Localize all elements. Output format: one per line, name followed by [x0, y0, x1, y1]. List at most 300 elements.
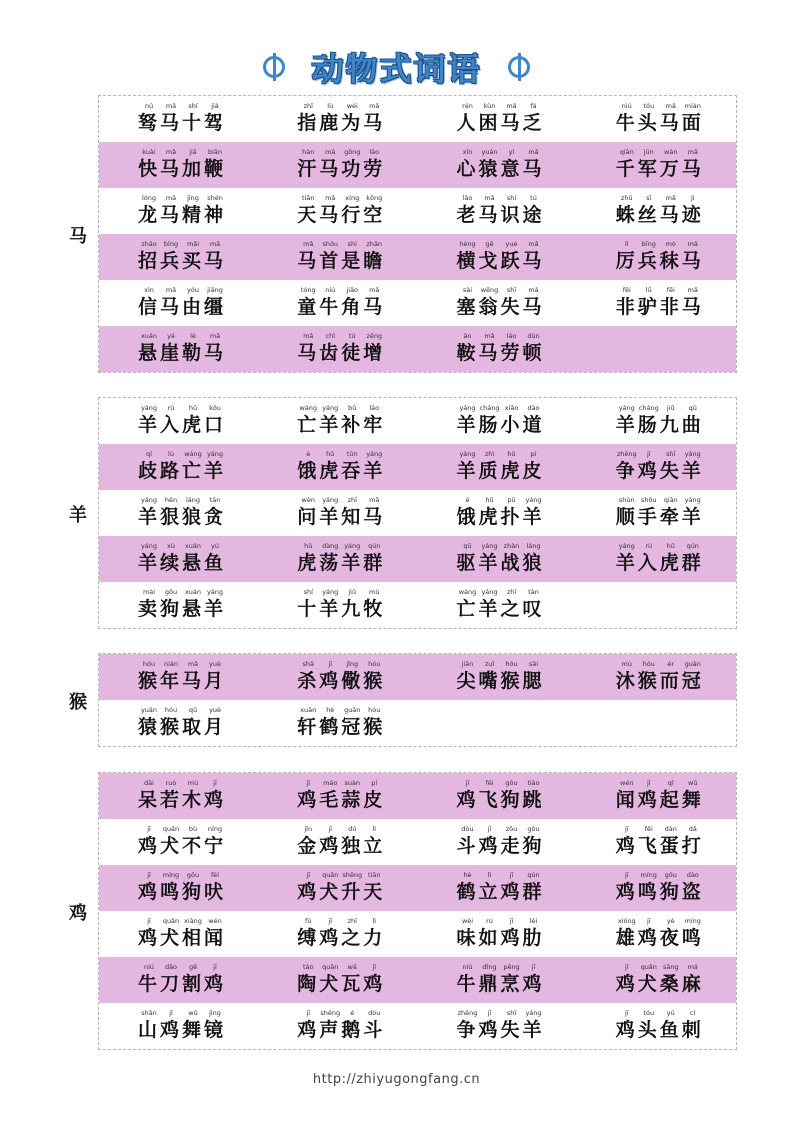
- pinyin-line: [457, 779, 545, 787]
- idiom-text: 羊入虎口: [138, 414, 227, 436]
- idiom-cell: [99, 280, 258, 326]
- pinyin-syllable: sāng: [662, 963, 679, 971]
- idiom-text: 羊狠狼贪: [138, 506, 227, 528]
- pinyin-syllable: yáng: [322, 496, 339, 504]
- idiom-cell: [99, 326, 258, 372]
- pinyin-syllable: shí: [303, 588, 313, 596]
- pinyin-syllable: jī: [646, 779, 651, 787]
- idiom-text: 雄鸡夜鸣: [615, 927, 704, 949]
- idiom-row: [99, 142, 736, 188]
- idiom-cell: [577, 96, 736, 142]
- pinyin-syllable: hóu: [642, 660, 655, 668]
- idiom-cell: [258, 819, 417, 865]
- idiom-row: [99, 865, 736, 911]
- pinyin-syllable: mǎ: [369, 496, 380, 504]
- pinyin-syllable: quǎn: [322, 871, 339, 879]
- section-2: [98, 653, 737, 747]
- pinyin-syllable: zēng: [366, 332, 383, 340]
- pinyin-syllable: xìn: [144, 286, 154, 294]
- pinyin-syllable: máo: [323, 779, 338, 787]
- pinyin-syllable: yá: [167, 332, 175, 340]
- section-1: [98, 397, 737, 629]
- pinyin-line: [138, 871, 226, 879]
- pinyin-syllable: jiāng: [207, 286, 223, 294]
- pinyin-syllable: yuán: [481, 148, 498, 156]
- pinyin-syllable: yáng: [459, 404, 476, 412]
- pinyin-line: [297, 779, 385, 787]
- idiom-cell: [577, 865, 736, 911]
- pinyin-syllable: niú: [325, 286, 336, 294]
- pinyin-line: [457, 917, 545, 925]
- pinyin-syllable: shī: [506, 1009, 517, 1017]
- pinyin-syllable: wén: [208, 917, 222, 925]
- pinyin-syllable: tiān: [368, 871, 381, 879]
- idiom-cell: [99, 957, 258, 1003]
- pinyin-syllable: láng: [526, 542, 541, 550]
- pinyin-syllable: lì: [372, 825, 377, 833]
- pinyin-syllable: jiā: [189, 148, 197, 156]
- pinyin-syllable: jī: [509, 917, 514, 925]
- pinyin-line: [138, 1009, 226, 1017]
- pinyin-syllable: jī: [147, 871, 151, 879]
- pinyin-syllable: wǔ: [188, 1009, 198, 1017]
- pinyin-syllable: tóu: [643, 1009, 655, 1017]
- pinyin-syllable: jī: [328, 660, 333, 668]
- pinyin-line: [616, 871, 704, 879]
- idiom-cell: [99, 911, 258, 957]
- pinyin-syllable: biān: [207, 148, 223, 156]
- idiom-text: 争鸡失羊: [456, 1019, 545, 1041]
- pinyin-line: [138, 194, 226, 202]
- idiom-text: 牛头马面: [615, 112, 704, 134]
- pinyin-syllable: niú: [462, 963, 473, 971]
- pinyin-syllable: jiān: [461, 660, 474, 668]
- idiom-text: 羊肠小道: [456, 414, 545, 436]
- idiom-text: 虎荡羊群: [297, 552, 386, 574]
- pinyin-syllable: jiǎo: [346, 286, 359, 294]
- idiom-row: [99, 234, 736, 280]
- idiom-cell: [258, 234, 417, 280]
- pinyin-syllable: mǎ: [165, 102, 177, 110]
- pinyin-syllable: jī: [624, 825, 629, 833]
- pinyin-syllable: fèi: [210, 871, 220, 879]
- section-label: 鸡: [69, 903, 87, 924]
- pinyin-syllable: fá: [530, 102, 537, 110]
- pinyin-syllable: hǔ: [304, 542, 313, 550]
- idiom-cell: [99, 819, 258, 865]
- idiom-row: [99, 773, 736, 819]
- idiom-text: 争鸡失羊: [615, 460, 704, 482]
- pinyin-syllable: shǒu: [640, 496, 657, 504]
- pinyin-syllable: gǒu: [505, 779, 518, 787]
- idiom-text: 龙马精神: [138, 204, 227, 226]
- idiom-cell: [577, 188, 736, 234]
- pinyin-syllable: jī: [328, 825, 333, 833]
- pinyin-syllable: pí: [530, 450, 537, 458]
- pinyin-line: [457, 588, 545, 596]
- pinyin-syllable: mù: [187, 779, 199, 787]
- pinyin-syllable: yuè: [209, 660, 221, 668]
- pinyin-line: [297, 963, 385, 971]
- idiom-cell: [418, 398, 577, 444]
- idiom-text: 厉兵秣马: [615, 250, 704, 272]
- pinyin-syllable: yuè: [505, 240, 518, 248]
- idiom-cell: [258, 865, 417, 911]
- pinyin-syllable: guān: [344, 706, 361, 714]
- pinyin-line: [138, 240, 226, 248]
- pinyin-syllable: dāo: [164, 963, 178, 971]
- idiom-text: 羊续悬鱼: [138, 552, 227, 574]
- pinyin-line: [457, 1009, 545, 1017]
- pinyin-syllable: mǎ: [165, 148, 177, 156]
- idiom-row: [99, 280, 736, 326]
- pinyin-syllable: hǔ: [188, 404, 198, 412]
- pinyin-syllable: hǔ: [485, 496, 494, 504]
- pinyin-syllable: gǒu: [664, 871, 677, 879]
- pinyin-line: [297, 588, 385, 596]
- idiom-text: 味如鸡肋: [456, 927, 545, 949]
- pinyin-line: [297, 332, 385, 340]
- pinyin-syllable: dāi: [144, 779, 154, 787]
- pinyin-syllable: qún: [527, 871, 540, 879]
- idiom-cell: [577, 773, 736, 819]
- pinyin-syllable: jīn: [304, 825, 313, 833]
- pinyin-syllable: shùn: [618, 496, 635, 504]
- pinyin-syllable: mài: [142, 588, 156, 596]
- pinyin-syllable: kùn: [483, 102, 496, 110]
- pinyin-syllable: kuài: [142, 148, 156, 156]
- idiom-row: [99, 490, 736, 536]
- pinyin-syllable: shí: [506, 194, 517, 202]
- section-3: [98, 772, 737, 1050]
- idiom-cell: [258, 911, 417, 957]
- pinyin-syllable: pū: [507, 496, 516, 504]
- idiom-row: [99, 326, 736, 372]
- idiom-text: 亡羊补牢: [297, 414, 386, 436]
- idiom-text: 指鹿为马: [297, 112, 386, 134]
- pinyin-syllable: mǎ: [528, 286, 539, 294]
- pinyin-line: [138, 706, 226, 714]
- pinyin-line: [457, 871, 545, 879]
- idiom-text: 马首是瞻: [297, 250, 386, 272]
- pinyin-line: [138, 404, 226, 412]
- idiom-cell: [577, 490, 736, 536]
- circle-ornament-icon: [508, 56, 530, 78]
- pinyin-line: [616, 825, 704, 833]
- pinyin-line: [138, 917, 226, 925]
- idiom-text: 汗马功劳: [297, 158, 386, 180]
- idiom-text: 悬崖勒马: [138, 342, 227, 364]
- pinyin-syllable: wàn: [664, 148, 678, 156]
- pinyin-syllable: fēi: [622, 286, 631, 294]
- pinyin-syllable: mǎ: [528, 240, 539, 248]
- idiom-text: 招兵买马: [138, 250, 227, 272]
- idiom-cell: [99, 1003, 258, 1049]
- pinyin-line: [616, 1009, 704, 1017]
- pinyin-syllable: chǐ: [325, 332, 335, 340]
- pinyin-syllable: lì: [487, 871, 492, 879]
- pinyin-syllable: jī: [169, 1009, 173, 1017]
- idiom-text: 羊质虎皮: [456, 460, 545, 482]
- idiom-text: 鸡飞狗跳: [456, 789, 545, 811]
- pinyin-syllable: dǐng: [482, 963, 497, 971]
- pinyin-syllable: è: [465, 496, 470, 504]
- idiom-cell: [577, 654, 736, 700]
- pinyin-syllable: mǎ: [165, 194, 177, 202]
- pinyin-syllable: wǔ: [688, 779, 698, 787]
- idiom-text: 驽马十驾: [138, 112, 227, 134]
- pinyin-syllable: jī: [306, 871, 311, 879]
- pinyin-syllable: hàn: [302, 148, 315, 156]
- idiom-cell: [258, 188, 417, 234]
- pinyin-syllable: rù: [645, 542, 653, 550]
- pinyin-syllable: pēng: [503, 963, 520, 971]
- idiom-text: 牛刀割鸡: [138, 973, 227, 995]
- pinyin-syllable: dú: [348, 825, 357, 833]
- pinyin-syllable: jī: [646, 450, 651, 458]
- pinyin-syllable: qún: [368, 542, 381, 550]
- pinyin-syllable: zhǐ: [303, 102, 313, 110]
- pinyin-line: [297, 286, 385, 294]
- pinyin-line: [616, 917, 704, 925]
- idiom-cell: [577, 911, 736, 957]
- pinyin-syllable: wèi: [461, 917, 474, 925]
- idiom-cell: [577, 1003, 736, 1049]
- pinyin-line: [297, 194, 385, 202]
- idiom-cell: [99, 142, 258, 188]
- idiom-text: 鸡头鱼刺: [615, 1019, 704, 1041]
- idiom-text: 鸡飞蛋打: [615, 835, 704, 857]
- idiom-text: 横戈跃马: [456, 250, 545, 272]
- pinyin-syllable: yuè: [209, 706, 221, 714]
- pinyin-syllable: lǘ: [645, 286, 652, 294]
- pinyin-syllable: jiǔ: [348, 588, 357, 596]
- pinyin-syllable: lóng: [141, 194, 157, 202]
- idiom-cell: [258, 142, 417, 188]
- idiom-text: 轩鹤冠猴: [297, 716, 386, 738]
- pinyin-syllable: mǎ: [528, 148, 539, 156]
- pinyin-syllable: tóu: [643, 102, 655, 110]
- idiom-cell: [258, 444, 417, 490]
- pinyin-syllable: yáng: [322, 588, 339, 596]
- pinyin-syllable: miàn: [684, 102, 701, 110]
- idiom-text: 人困马乏: [456, 112, 545, 134]
- pinyin-syllable: qū: [463, 542, 472, 550]
- pinyin-syllable: jǐng: [346, 660, 359, 668]
- idiom-cell: [258, 773, 417, 819]
- pinyin-syllable: shān: [141, 1009, 157, 1017]
- pinyin-syllable: wáng: [299, 404, 318, 412]
- idiom-text: 鸡犬桑麻: [615, 973, 704, 995]
- idiom-cell: [418, 700, 577, 746]
- pinyin-syllable: cháng: [479, 404, 500, 412]
- pinyin-syllable: dòu: [368, 1009, 381, 1017]
- pinyin-line: [616, 963, 704, 971]
- idiom-cell: [418, 957, 577, 1003]
- pinyin-syllable: dào: [686, 871, 699, 879]
- pinyin-syllable: shā: [302, 660, 314, 668]
- pinyin-syllable: gǒu: [527, 825, 540, 833]
- pinyin-syllable: mǎ: [209, 332, 221, 340]
- idiom-cell: [99, 654, 258, 700]
- pinyin-syllable: míng: [640, 871, 657, 879]
- idiom-text: 卖狗悬羊: [138, 598, 227, 620]
- idiom-cell: [99, 582, 258, 628]
- section-label: 马: [69, 226, 87, 247]
- idiom-cell: [418, 142, 577, 188]
- pinyin-syllable: mǎ: [325, 194, 336, 202]
- idiom-text: 饿虎吞羊: [297, 460, 386, 482]
- idiom-cell: [577, 536, 736, 582]
- idiom-cell: [99, 188, 258, 234]
- pinyin-syllable: xīn: [462, 148, 473, 156]
- idiom-text: 羊肠九曲: [615, 414, 704, 436]
- pinyin-syllable: míng: [162, 871, 180, 879]
- pinyin-syllable: jī: [306, 1009, 311, 1017]
- pinyin-line: [616, 194, 704, 202]
- pinyin-syllable: lù: [168, 450, 174, 458]
- pinyin-syllable: lǎo: [462, 194, 473, 202]
- section-label: 羊: [69, 505, 87, 526]
- pinyin-syllable: xiāng: [184, 917, 202, 925]
- pinyin-syllable: lì: [624, 240, 629, 248]
- idiom-cell: [418, 188, 577, 234]
- pinyin-syllable: gǒu: [164, 588, 178, 596]
- idiom-cell: [258, 1003, 417, 1049]
- pinyin-syllable: xióng: [617, 917, 636, 925]
- pinyin-syllable: qí: [146, 450, 152, 458]
- pinyin-line: [616, 660, 704, 668]
- idiom-cell: [418, 582, 577, 628]
- pinyin-syllable: wéi: [346, 102, 358, 110]
- idiom-cell: [99, 444, 258, 490]
- pinyin-line: [138, 102, 226, 110]
- pinyin-syllable: jī: [147, 825, 151, 833]
- idiom-cell: [418, 773, 577, 819]
- idiom-text: 闻鸡起舞: [615, 789, 704, 811]
- pinyin-syllable: héng: [459, 240, 476, 248]
- pinyin-syllable: xuān: [300, 706, 317, 714]
- pinyin-syllable: dàng: [322, 542, 339, 550]
- pinyin-syllable: mò: [665, 240, 676, 248]
- pinyin-line: [616, 496, 704, 504]
- pinyin-syllable: míng: [684, 917, 701, 925]
- pinyin-syllable: dǎ: [688, 825, 697, 833]
- pinyin-line: [138, 963, 226, 971]
- pinyin-syllable: yáng: [525, 496, 542, 504]
- pinyin-syllable: mǎ: [325, 148, 336, 156]
- pinyin-syllable: jī: [213, 779, 217, 787]
- pinyin-syllable: zhān: [366, 240, 383, 248]
- pinyin-line: [297, 917, 385, 925]
- pinyin-syllable: rén: [462, 102, 473, 110]
- pinyin-syllable: yáng: [366, 450, 383, 458]
- pinyin-syllable: qū: [688, 404, 697, 412]
- idiom-text: 顺手牵羊: [615, 506, 704, 528]
- pinyin-syllable: shī: [666, 450, 676, 458]
- pinyin-syllable: mù: [369, 588, 380, 596]
- idiom-text: 鸡毛蒜皮: [297, 789, 386, 811]
- idiom-cell: [418, 326, 577, 372]
- pinyin-syllable: yú: [211, 542, 219, 550]
- pinyin-syllable: yuán: [140, 706, 158, 714]
- pinyin-syllable: yáng: [525, 1009, 542, 1017]
- pinyin-syllable: lèi: [529, 917, 538, 925]
- pinyin-syllable: mǎi: [186, 240, 200, 248]
- pinyin-syllable: quǎn: [162, 825, 180, 833]
- pinyin-syllable: láo: [369, 148, 380, 156]
- idiom-cell: [99, 536, 258, 582]
- section-label: 猴: [69, 692, 87, 713]
- pinyin-syllable: hè: [326, 706, 335, 714]
- pinyin-syllable: fù: [305, 917, 312, 925]
- pinyin-line: [616, 240, 704, 248]
- pinyin-syllable: jī: [306, 779, 311, 787]
- pinyin-line: [457, 194, 545, 202]
- pinyin-syllable: jiǔ: [666, 404, 675, 412]
- pinyin-syllable: hǔ: [666, 542, 675, 550]
- pinyin-line: [138, 496, 226, 504]
- idiom-cell: [418, 865, 577, 911]
- pinyin-syllable: gē: [188, 963, 198, 971]
- pinyin-syllable: xuán: [184, 542, 202, 550]
- pinyin-line: [297, 660, 385, 668]
- idiom-cell: [577, 326, 736, 372]
- pinyin-syllable: jī: [624, 1009, 629, 1017]
- idiom-cell: [258, 536, 417, 582]
- idiom-cell: [258, 700, 417, 746]
- idiom-cell: [99, 865, 258, 911]
- pinyin-syllable: dào: [527, 404, 540, 412]
- pinyin-syllable: mǎ: [369, 102, 380, 110]
- pinyin-syllable: yóu: [187, 286, 199, 294]
- pinyin-syllable: zǒu: [505, 825, 518, 833]
- idiom-text: 心猿意马: [456, 158, 545, 180]
- idiom-cell: [577, 398, 736, 444]
- pinyin-syllable: mǎ: [484, 332, 495, 340]
- pinyin-syllable: gē: [485, 240, 494, 248]
- pinyin-syllable: hóu: [368, 706, 381, 714]
- pinyin-line: [457, 496, 545, 504]
- pinyin-syllable: jī: [624, 871, 629, 879]
- pinyin-syllable: jī: [531, 963, 536, 971]
- idiom-cell: [99, 234, 258, 280]
- pinyin-line: [297, 148, 385, 156]
- idiom-row: [99, 536, 736, 582]
- idiom-row: [99, 398, 736, 444]
- idiom-cell: [258, 957, 417, 1003]
- pinyin-syllable: bù: [188, 825, 198, 833]
- pinyin-syllable: qǔ: [188, 706, 198, 714]
- footer-url: http://zhiyugongfang.cn: [312, 1072, 481, 1087]
- idiom-row: [99, 96, 736, 142]
- idiom-text: 老马识途: [456, 204, 545, 226]
- idiom-cell: [418, 819, 577, 865]
- pinyin-line: [138, 660, 226, 668]
- pinyin-syllable: mǎ: [506, 102, 517, 110]
- pinyin-syllable: jī: [328, 917, 333, 925]
- pinyin-syllable: jìng: [209, 1009, 221, 1017]
- pinyin-syllable: fēi: [666, 286, 675, 294]
- idiom-text: 金鸡独立: [297, 835, 386, 857]
- pinyin-syllable: xiǎo: [504, 404, 519, 412]
- pinyin-syllable: zhàn: [503, 542, 520, 550]
- pinyin-syllable: quǎn: [162, 917, 180, 925]
- pinyin-line: [457, 240, 545, 248]
- pinyin-syllable: tiào: [527, 779, 540, 787]
- idiom-cell: [418, 1003, 577, 1049]
- pinyin-syllable: yáng: [618, 542, 635, 550]
